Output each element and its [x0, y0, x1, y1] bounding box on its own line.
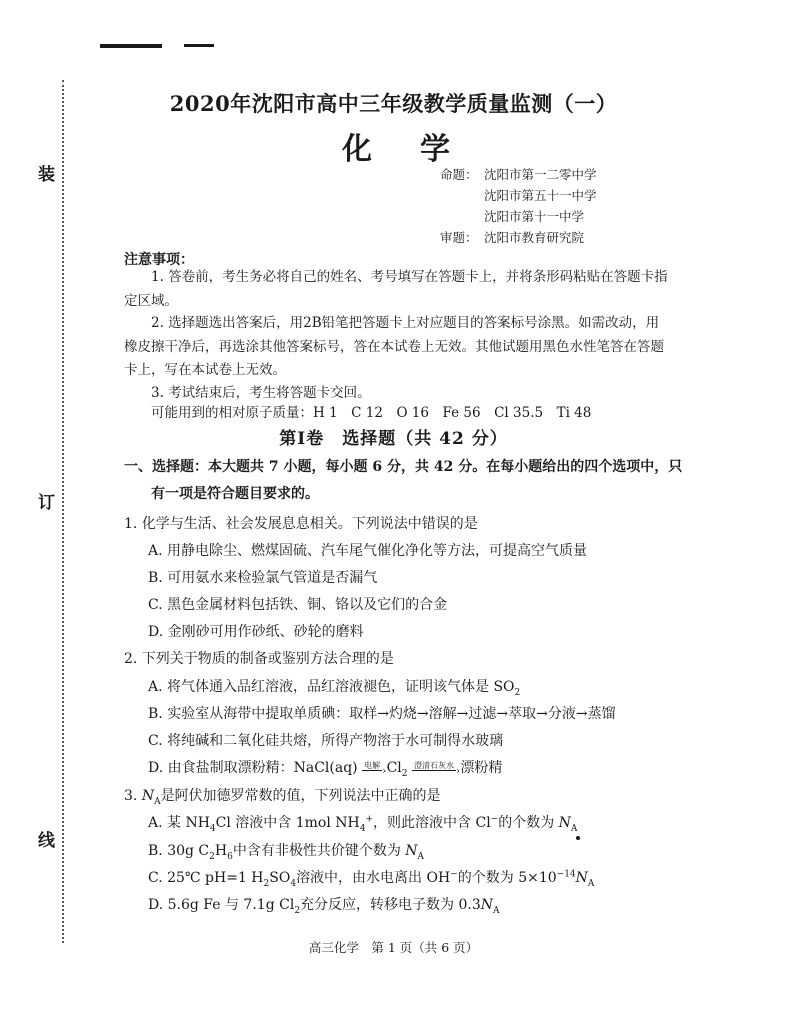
credit-line: [440, 206, 597, 227]
option-text: H: [214, 843, 228, 859]
subscript: 4: [290, 878, 297, 889]
scan-dot: [576, 836, 580, 840]
binding-mark-xian: 线: [38, 831, 55, 851]
credit-line: [440, 227, 597, 248]
credit-value: 沈阳市第五十一中学: [484, 188, 597, 203]
subscript: A: [493, 905, 500, 916]
superscript: −14: [556, 869, 576, 880]
notice-item: 3. 考试结束后，考生将答题卡交回。: [151, 385, 371, 401]
question-option: B. 可用氨水来检验氯气管道是否漏气: [148, 570, 378, 586]
notice-item: 2. 选择题选出答案后，用2B铅笔把答题卡上对应题目的答案标号涂黑。如需改动，用橡皮擦干净后，再选涂其他答案标号，答在本试卷上无效。其他试题用黑色水性笔答在答题卡上，写在本试卷上无效。: [124, 315, 664, 378]
option-text: C. 25℃ pH=1 H: [148, 870, 264, 886]
question-stem: [124, 785, 441, 807]
question-option: [148, 894, 500, 916]
option-text: 中含有非极性共价键个数为: [232, 843, 406, 859]
credit-label: 命题：: [440, 167, 478, 182]
subscript: 2: [209, 851, 215, 862]
option-text: Cl 溶液中含 1mol NH: [215, 815, 360, 831]
subject-title: 化学: [342, 132, 498, 167]
avogadro-symbol: N: [558, 815, 571, 831]
question-option: D. 金刚砂可用作砂纸、砂轮的磨料: [148, 624, 364, 640]
question-option: C. 将纯碱和二氧化硅共熔，所得产物溶于水可制得水玻璃: [148, 733, 504, 749]
exam-title: 2020年沈阳市高中三年级教学质量监测（一）: [169, 91, 618, 116]
scan-mark: [100, 44, 162, 48]
credit-line: [440, 164, 597, 185]
subscript: 2: [401, 768, 408, 779]
reaction-arrow: 电解 ›: [362, 761, 382, 771]
superscript: +: [365, 814, 374, 825]
section-instruction: [124, 454, 684, 508]
question-option: [148, 867, 594, 889]
option-text: D. 5.6g Fe 与 7.1g Cl: [148, 897, 295, 913]
question-option: [148, 812, 577, 834]
subscript: A: [154, 796, 161, 807]
option-text: A. 将气体通入品红溶液，品红溶液褪色，证明该气体是 SO: [148, 679, 515, 695]
option-text: 溶液中，由水电离出 OH: [296, 870, 451, 886]
credit-label: 审题：: [440, 230, 478, 245]
credit-value: 沈阳市第一二零中学: [484, 167, 597, 182]
subscript: 2: [514, 687, 521, 698]
credit-line: [440, 185, 597, 206]
notice-item: 1. 答卷前，考生务必将自己的姓名、考号填写在答题卡上，并将条形码粘贴在答题卡指定区域。: [124, 269, 668, 309]
atomic-mass-note: 可能用到的相对原子质量：H 1 C 12 O 16 Fe 56 Cl 35.5 Ti 48: [151, 405, 592, 421]
instruction-line: 有一项是符合题目要求的。: [151, 486, 319, 502]
avogadro-symbol: N: [480, 897, 494, 913]
option-text: ，则此溶液中含 Cl: [373, 815, 491, 831]
subscript: A: [587, 878, 595, 889]
superscript: −: [490, 814, 499, 825]
subscript: A: [417, 851, 425, 862]
avogadro-symbol: N: [405, 843, 418, 859]
binding-mark-zhuang: 装: [38, 165, 55, 185]
stem-number: 3.: [124, 788, 142, 804]
question-option: [148, 840, 424, 862]
subscript: 2: [294, 905, 301, 916]
subscript: 4: [209, 823, 216, 834]
option-text: D. 由食盐制取漂粉精：NaCl(aq): [148, 760, 358, 776]
scan-mark: [184, 44, 214, 47]
option-text: 的个数为: [498, 815, 559, 831]
subscript: 6: [227, 851, 233, 862]
avogadro-symbol: N: [141, 788, 155, 804]
page-footer: 高三化学 第 1 页（共 6 页）: [308, 940, 479, 955]
instruction-line: 一、选择题：本大题共 7 小题，每小题 6 分，共 42 分。在每小题给出的四个选项中，只: [124, 459, 683, 475]
subscript: A: [570, 823, 578, 834]
binding-mark-ding: 订: [38, 493, 55, 513]
product: 漂粉精: [460, 760, 503, 776]
subscript: 2: [263, 878, 270, 889]
reaction-arrow: 澄清石灰水 ›: [412, 761, 456, 771]
question-option: B. 实验室从海带中提取单质碘：取样→灼烧→溶解→过滤→萃取→分液→蒸馏: [148, 706, 616, 722]
question-option: C. 黑色金属材料包括铁、铜、铬以及它们的合金: [148, 597, 448, 613]
product: Cl: [386, 760, 402, 776]
option-text: A. 某 NH: [148, 815, 210, 831]
stem-text: 是阿伏加德罗常数的值，下列说法中正确的是: [160, 788, 441, 804]
notice-heading: 注意事项：: [124, 252, 194, 268]
subscript: 4: [359, 823, 366, 834]
binding-dotted-line: [62, 80, 64, 943]
question-option: [148, 757, 502, 779]
credit-value: 沈阳市第十一中学: [484, 209, 585, 224]
question-option: A. 用静电除尘、燃煤固硫、汽车尾气催化净化等方法，可提高空气质量: [148, 543, 588, 559]
question-stem: 1. 化学与生活、社会发展息息相关。下列说法中错误的是: [124, 516, 478, 532]
option-text: B. 30g C: [148, 843, 210, 859]
avogadro-symbol: N: [575, 870, 588, 886]
question-option: [148, 676, 520, 698]
credit-value: 沈阳市教育研究院: [484, 230, 585, 245]
question-stem: 2. 下列关于物质的制备或鉴别方法合理的是: [124, 651, 394, 667]
option-text: 的个数为 5×10: [457, 870, 557, 886]
section-heading: 第Ⅰ卷 选择题（共 42 分）: [279, 429, 508, 449]
credits-block: [440, 164, 597, 248]
option-text: SO: [269, 870, 291, 886]
superscript: −: [450, 869, 458, 880]
option-text: 充分反应，转移电子数为 0.3: [300, 897, 481, 913]
